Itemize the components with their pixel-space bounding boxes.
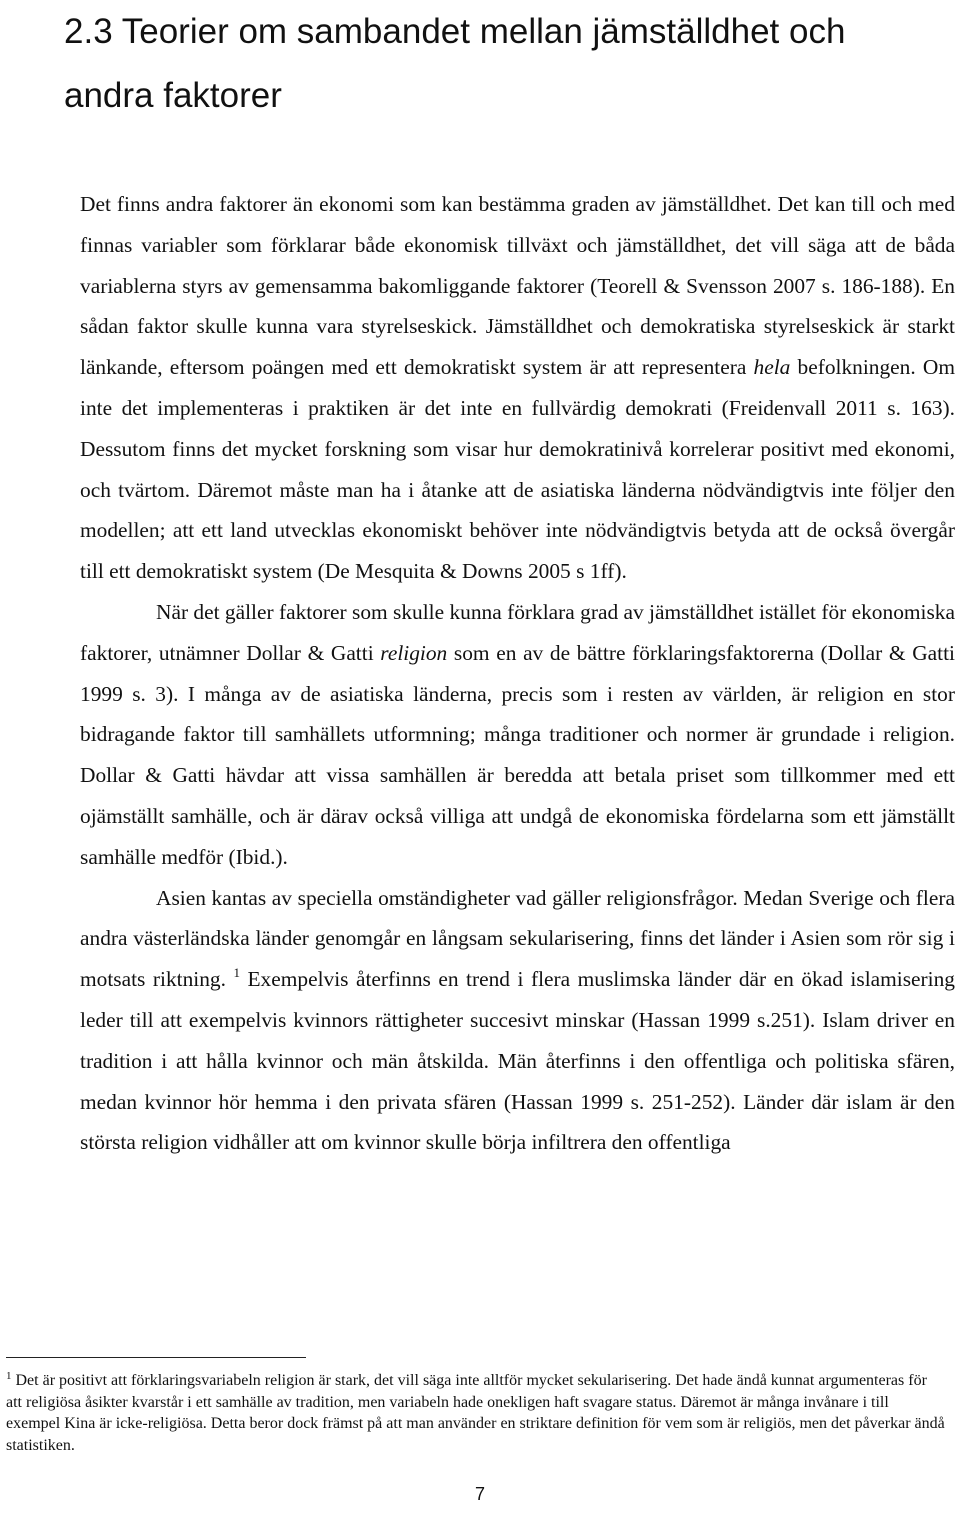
footnote-mark: 1 (6, 1370, 12, 1382)
paragraph-2-text-a: När det gäller faktorer som skulle kunna förklara grad av jämställdhet istället för ekonomiska faktorer, utnämner Dollar & Gatti (80, 599, 955, 665)
footnote-text: Det är positivt att förklaringsvariabeln religion är stark, det vill säga inte alltför mycket sekularisering. Det hade ändå kunnat argumenteras för att religiösa åsikter kvarstår i ett samhälle av tradition, men variabeln hade onekligen haft svagare status. Däremot är många invånare i till exempel Kina är icke-religiösa. Detta beror dock främst på att man använder en striktare definition för vem som är religiös, men det påverkar ändå statistiken. (6, 1372, 945, 1454)
paragraph-2-text-b: som en av de bättre förklaringsfaktorerna (Dollar & Gatti 1999 s. 3). I många av de asiatiska länderna, precis som i resten av världen, är religion en stor bidragande faktor till samhällets utformning; många traditioner och normer är grundade i religion. Dollar & Gatti hävdar att vissa samhällen är beredda att betala priset som tillkommer med ett ojämställt samhälle, och är därav också villiga att undgå de ekonomiska fördelarna som ett jämställt samhälle medför (Ibid.). (80, 640, 955, 869)
footnote-divider (6, 1357, 306, 1358)
page-number: 7 (474, 1484, 485, 1504)
footnote-reference[interactable]: 1 (233, 965, 240, 981)
paragraph-1-italic: hela (753, 355, 791, 380)
body-text (80, 184, 955, 1163)
paragraph-1-text-b: befolkningen. Om inte det implementeras i praktiken är det inte en fullvärdig demokrati (Freidenvall 2011 s. 163). Dessutom finns det mycket forskning som visar hur demokratinivå korrelerar positivt med ekonomi, och tvärtom. Däremot måste man ha i åtanke att de asiatiska länderna nödvändigtvis inte följer den modellen; att ett land utvecklas ekonomiskt behöver inte nödvändigtvis betyda att de också övergår till ett demokratiskt system (De Mesquita & Downs 2005 s 1ff). (80, 355, 955, 584)
paragraph-3-text-b: Exempelvis återfinns en trend i flera muslimska länder där en ökad islamisering leder till att exempelvis kvinnors rättigheter succesivt minskar (Hassan 1999 s.251). Islam driver en tradition i att hålla kvinnor och män åtskilda. Män återfinns i den offentliga och politiska sfären, medan kvinnor hör hemma i den privata sfären (Hassan 1999 s. 251-252). Länder där islam är den största religion vidhåller att om kvinnor skulle börja infiltrera den offentliga (80, 967, 955, 1155)
paragraph-1 (80, 184, 955, 592)
section-heading: 2.3 Teorier om sambandet mellan jämställdhet och andra faktorer (64, 12, 846, 115)
footnote (6, 1370, 946, 1456)
paragraph-2-italic: religion (380, 640, 448, 665)
paragraph-3-text-a: Asien kantas av speciella omständigheter vad gäller religionsfrågor. Medan Sverige och flera andra västerländska länder genomgår en långsam sekularisering, finns det länder i Asien som rör sig i motsats riktning. (80, 885, 955, 992)
paragraph-1-text-a: Det finns andra faktorer än ekonomi som kan bestämma graden av jämställdhet. Det kan till och med finnas variabler som förklarar både ekonomisk tillväxt och jämställdhet, det vill säga att de båda variablerna styrs av gemensamma bakomliggande faktorer (Teorell & Svensson 2007 s. 186-188). En sådan faktor skulle kunna vara styrelseskick. Jämställdhet och demokratiska styrelseskick är starkt länkande, eftersom poängen med ett demokratiskt system är att representera (80, 192, 955, 380)
paragraph-3 (80, 878, 955, 1164)
paragraph-2 (80, 592, 955, 878)
